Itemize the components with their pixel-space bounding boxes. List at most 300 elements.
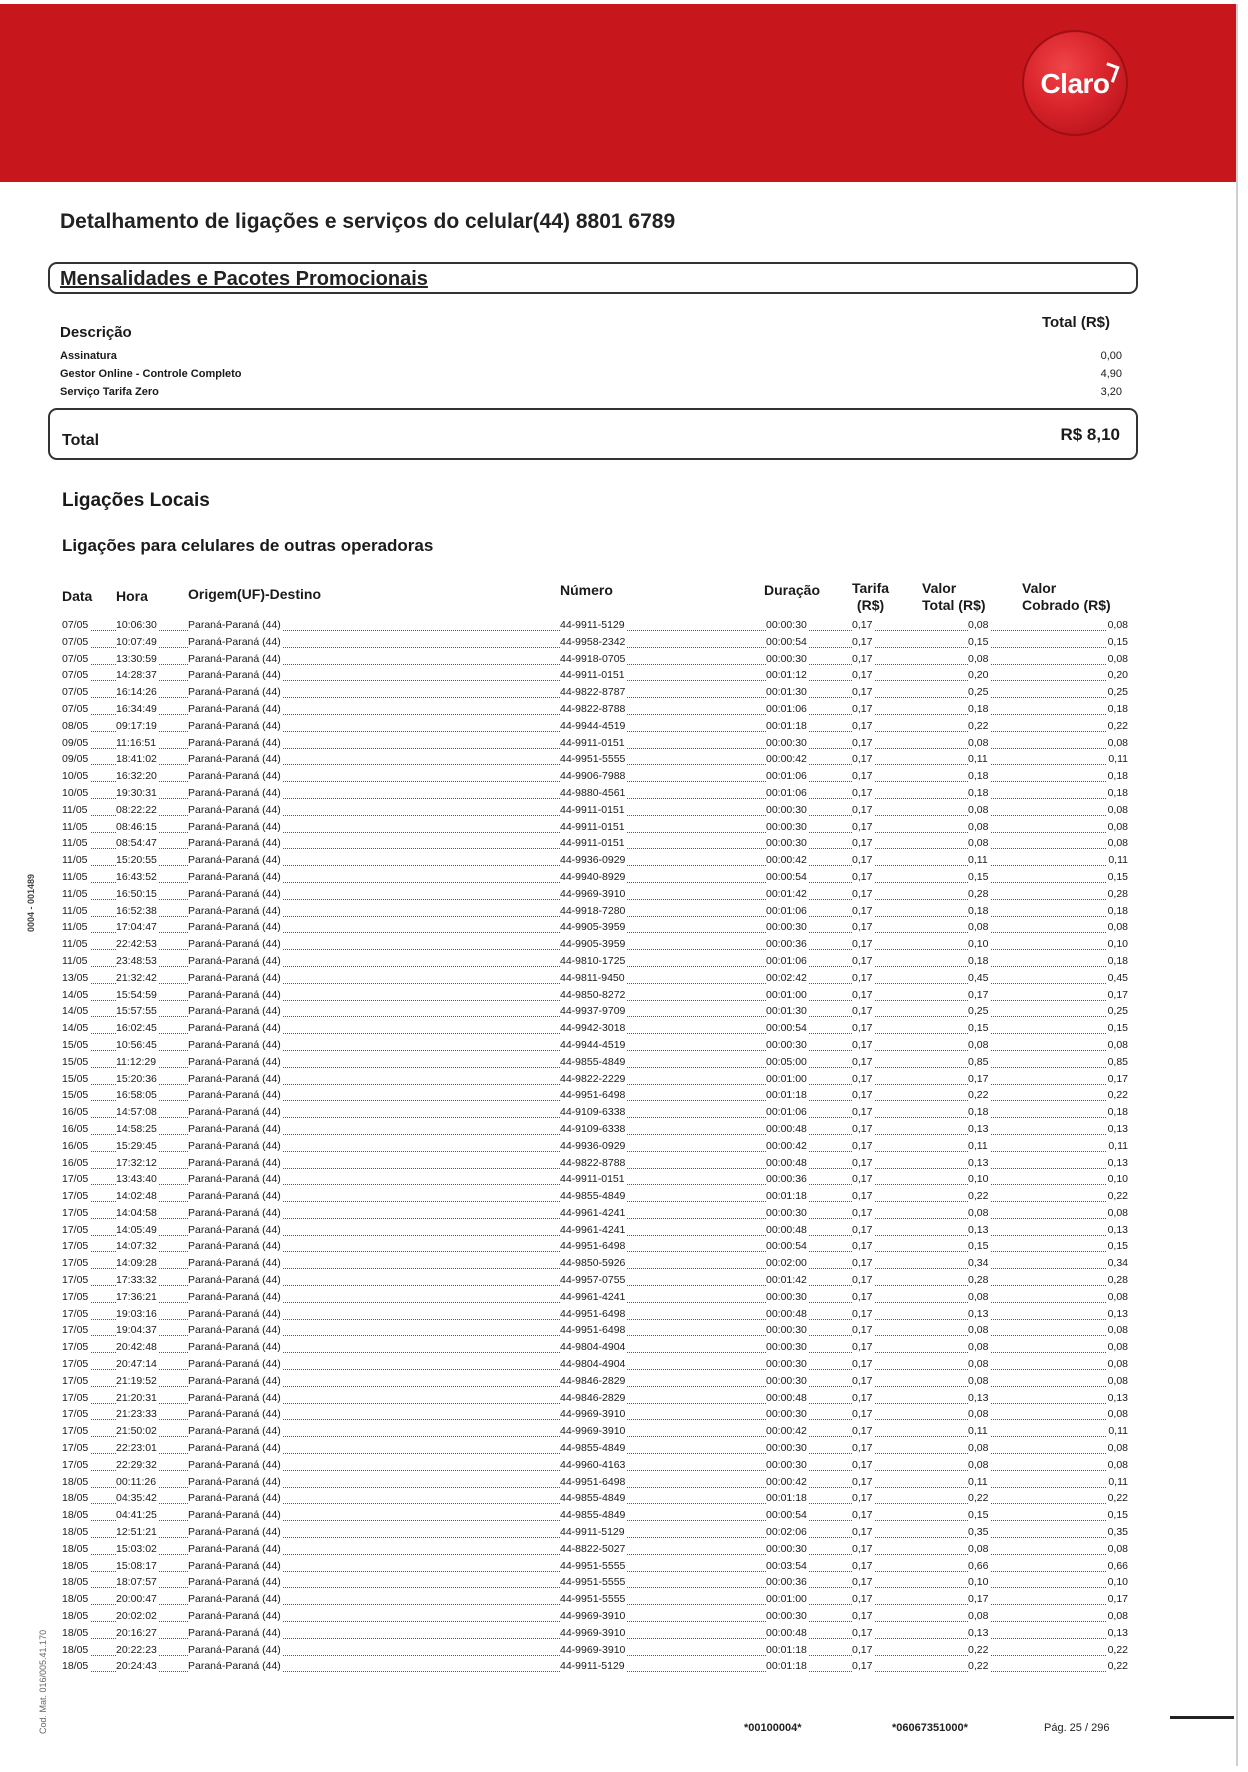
cell-tarifa: 0,17 xyxy=(852,1139,873,1152)
cell-valor-total: 0,15 xyxy=(968,870,989,883)
cell-duracao: 00:00:30 xyxy=(766,1038,807,1051)
cell-numero: 44-9911-0151 xyxy=(560,820,625,833)
cell-valor-cobrado: 0,15 xyxy=(1107,1240,1128,1253)
cell-valor-cobrado: 0,08 xyxy=(1107,1206,1128,1219)
cell-tarifa: 0,17 xyxy=(852,1206,873,1219)
cell-duracao: 00:01:06 xyxy=(766,786,807,799)
table-row xyxy=(62,685,1128,702)
cell-valor-cobrado: 0,08 xyxy=(1107,837,1128,850)
cell-duracao: 00:01:06 xyxy=(766,954,807,967)
cell-tarifa: 0,17 xyxy=(852,736,873,749)
cell-numero: 44-9855-4849 xyxy=(560,1442,626,1455)
cell-numero: 44-9905-3959 xyxy=(560,921,626,934)
cell-valor-total: 0,28 xyxy=(968,887,989,900)
cell-origem: Paraná-Paraná (44) xyxy=(188,1274,281,1287)
mensalidades-item-value: 4,90 xyxy=(1100,368,1122,380)
cell-duracao: 00:00:42 xyxy=(766,1425,807,1438)
cell-valor-total: 0,22 xyxy=(968,1190,989,1203)
cell-hora: 14:28:37 xyxy=(116,669,157,682)
cell-numero: 44-9951-5555 xyxy=(560,1593,626,1606)
cell-hora: 15:20:36 xyxy=(116,1072,157,1085)
cell-valor-cobrado: 0,28 xyxy=(1107,1274,1128,1287)
cell-data: 08/05 xyxy=(62,719,89,732)
cell-origem: Paraná-Paraná (44) xyxy=(188,770,281,783)
cell-hora: 16:02:45 xyxy=(116,1022,157,1035)
cell-tarifa: 0,17 xyxy=(852,669,873,682)
cell-valor-total: 0,25 xyxy=(968,686,989,699)
table-row xyxy=(62,1592,1128,1609)
cell-origem: Paraná-Paraná (44) xyxy=(188,870,281,883)
table-row xyxy=(62,1525,1128,1542)
col-header-numero: Número xyxy=(560,582,613,598)
cell-data: 17/05 xyxy=(62,1425,89,1438)
cell-valor-cobrado: 0,22 xyxy=(1107,1660,1128,1673)
cell-valor-cobrado: 0,10 xyxy=(1107,1576,1128,1589)
table-row xyxy=(62,668,1128,685)
cell-valor-cobrado: 0,08 xyxy=(1107,1458,1128,1471)
cell-hora: 15:57:55 xyxy=(116,1005,157,1018)
cell-hora: 15:03:02 xyxy=(116,1542,157,1555)
table-row xyxy=(62,752,1128,769)
cell-data: 09/05 xyxy=(62,753,89,766)
cell-valor-cobrado: 0,35 xyxy=(1107,1526,1128,1539)
cell-duracao: 00:00:42 xyxy=(766,854,807,867)
cell-numero: 44-9969-3910 xyxy=(560,1626,626,1639)
cell-origem: Paraná-Paraná (44) xyxy=(188,1425,281,1438)
cell-duracao: 00:01:00 xyxy=(766,1593,807,1606)
cell-hora: 20:00:47 xyxy=(116,1593,157,1606)
table-row xyxy=(62,870,1128,887)
cell-duracao: 00:01:12 xyxy=(766,669,807,682)
mensalidades-total-box xyxy=(48,408,1138,460)
cell-hora: 19:03:16 xyxy=(116,1307,157,1320)
cell-valor-cobrado: 0,22 xyxy=(1107,1190,1128,1203)
cell-duracao: 00:01:18 xyxy=(766,1190,807,1203)
cell-hora: 14:57:08 xyxy=(116,1106,157,1119)
cell-hora: 17:04:47 xyxy=(116,921,157,934)
cell-numero: 44-9855-4849 xyxy=(560,1190,626,1203)
cell-origem: Paraná-Paraná (44) xyxy=(188,1610,281,1623)
logo-text: Claro xyxy=(1040,68,1110,99)
cell-origem: Paraná-Paraná (44) xyxy=(188,753,281,766)
cell-data: 15/05 xyxy=(62,1089,89,1102)
cell-numero: 44-9951-6498 xyxy=(560,1324,626,1337)
table-row xyxy=(62,635,1128,652)
cell-data: 11/05 xyxy=(62,887,88,900)
cell-valor-total: 0,11 xyxy=(968,854,988,867)
cell-origem: Paraná-Paraná (44) xyxy=(188,1038,281,1051)
cell-numero: 44-9969-3910 xyxy=(560,1610,626,1623)
cell-tarifa: 0,17 xyxy=(852,1274,873,1287)
cell-tarifa: 0,17 xyxy=(852,1122,873,1135)
cell-data: 14/05 xyxy=(62,1005,89,1018)
cell-valor-cobrado: 0,66 xyxy=(1107,1559,1128,1572)
cell-hora: 22:23:01 xyxy=(116,1442,157,1455)
cell-duracao: 00:00:30 xyxy=(766,619,807,631)
col-header-hora: Hora xyxy=(116,588,148,604)
cell-data: 11/05 xyxy=(62,837,88,850)
cell-duracao: 00:01:30 xyxy=(766,1005,807,1018)
cell-valor-total: 0,66 xyxy=(968,1559,989,1572)
cell-origem: Paraná-Paraná (44) xyxy=(188,619,281,631)
cell-origem: Paraná-Paraná (44) xyxy=(188,702,281,715)
cell-hora: 21:20:31 xyxy=(116,1391,157,1404)
cell-tarifa: 0,17 xyxy=(852,1089,873,1102)
cell-data: 11/05 xyxy=(62,870,88,883)
cell-origem: Paraná-Paraná (44) xyxy=(188,1509,281,1522)
footer-page-number: Pág. 25 / 296 xyxy=(1044,1722,1110,1734)
mensalidades-item xyxy=(60,386,1122,404)
cell-valor-total: 0,08 xyxy=(968,736,989,749)
table-row xyxy=(62,1508,1128,1525)
cell-hora: 23:48:53 xyxy=(116,954,157,967)
cell-origem: Paraná-Paraná (44) xyxy=(188,669,281,682)
cell-valor-cobrado: 0,11 xyxy=(1108,753,1128,766)
cell-origem: Paraná-Paraná (44) xyxy=(188,719,281,732)
cell-numero: 44-9846-2829 xyxy=(560,1391,626,1404)
cell-valor-cobrado: 0,18 xyxy=(1107,954,1128,967)
cell-data: 10/05 xyxy=(62,786,89,799)
table-row xyxy=(62,1626,1128,1643)
cell-numero: 44-9880-4561 xyxy=(560,786,626,799)
cell-numero: 44-9960-4163 xyxy=(560,1458,626,1471)
cell-numero: 44-9109-6338 xyxy=(560,1106,626,1119)
cell-valor-cobrado: 0,08 xyxy=(1107,1341,1128,1354)
cell-duracao: 00:03:54 xyxy=(766,1559,807,1572)
cell-valor-cobrado: 0,25 xyxy=(1107,1005,1128,1018)
cell-hora: 14:58:25 xyxy=(116,1122,157,1135)
cell-numero: 44-9969-3910 xyxy=(560,1643,626,1656)
cell-origem: Paraná-Paraná (44) xyxy=(188,1240,281,1253)
cell-data: 09/05 xyxy=(62,736,89,749)
table-row xyxy=(62,1105,1128,1122)
cell-numero: 44-9822-8788 xyxy=(560,702,626,715)
cell-tarifa: 0,17 xyxy=(852,1257,873,1270)
cell-data: 14/05 xyxy=(62,1022,89,1035)
cell-valor-total: 0,22 xyxy=(968,1492,989,1505)
cell-duracao: 00:02:42 xyxy=(766,971,807,984)
cell-hora: 18:07:57 xyxy=(116,1576,157,1589)
cell-origem: Paraná-Paraná (44) xyxy=(188,786,281,799)
cell-hora: 10:07:49 xyxy=(116,635,157,648)
cell-data: 17/05 xyxy=(62,1391,89,1404)
cell-valor-cobrado: 0,15 xyxy=(1107,635,1128,648)
footer-code-2: *06067351000* xyxy=(892,1722,968,1734)
cell-hora: 13:43:40 xyxy=(116,1173,157,1186)
cell-origem: Paraná-Paraná (44) xyxy=(188,1173,281,1186)
cell-valor-total: 0,13 xyxy=(968,1156,989,1169)
cell-origem: Paraná-Paraná (44) xyxy=(188,971,281,984)
cell-valor-cobrado: 0,18 xyxy=(1107,702,1128,715)
cell-tarifa: 0,17 xyxy=(852,854,873,867)
table-row xyxy=(62,1475,1128,1492)
cell-valor-total: 0,11 xyxy=(968,1475,988,1488)
cell-valor-cobrado: 0,13 xyxy=(1107,1156,1128,1169)
cell-valor-cobrado: 0,13 xyxy=(1107,1122,1128,1135)
cell-tarifa: 0,17 xyxy=(852,1358,873,1371)
col-header-origem: Origem(UF)-Destino xyxy=(188,586,321,602)
cell-valor-total: 0,08 xyxy=(968,1341,989,1354)
cell-hora: 16:50:15 xyxy=(116,887,157,900)
table-row xyxy=(62,1004,1128,1021)
cell-valor-total: 0,08 xyxy=(968,1458,989,1471)
cell-valor-cobrado: 0,13 xyxy=(1107,1626,1128,1639)
cell-hora: 16:34:49 xyxy=(116,702,157,715)
cell-valor-total: 0,17 xyxy=(968,1593,989,1606)
cell-data: 17/05 xyxy=(62,1374,89,1387)
table-row xyxy=(62,1609,1128,1626)
cell-numero: 44-9850-8272 xyxy=(560,988,626,1001)
cell-valor-cobrado: 0,10 xyxy=(1107,1173,1128,1186)
cell-tarifa: 0,17 xyxy=(852,938,873,951)
cell-duracao: 00:00:54 xyxy=(766,1022,807,1035)
cell-duracao: 00:00:30 xyxy=(766,1206,807,1219)
cell-hora: 16:58:05 xyxy=(116,1089,157,1102)
cell-hora: 15:20:55 xyxy=(116,854,157,867)
cell-valor-total: 0,15 xyxy=(968,1509,989,1522)
cell-hora: 21:19:52 xyxy=(116,1374,157,1387)
cell-duracao: 00:00:48 xyxy=(766,1626,807,1639)
cell-duracao: 00:00:30 xyxy=(766,1290,807,1303)
cell-valor-cobrado: 0,08 xyxy=(1107,1038,1128,1051)
table-row xyxy=(62,1021,1128,1038)
cell-duracao: 00:00:48 xyxy=(766,1122,807,1135)
mensalidades-col-total: Total (R$) xyxy=(1041,314,1110,331)
cell-origem: Paraná-Paraná (44) xyxy=(188,1576,281,1589)
table-row xyxy=(62,1055,1128,1072)
cell-valor-cobrado: 0,22 xyxy=(1107,1492,1128,1505)
cell-origem: Paraná-Paraná (44) xyxy=(188,1223,281,1236)
cell-valor-cobrado: 0,08 xyxy=(1107,1358,1128,1371)
cell-duracao: 00:00:30 xyxy=(766,837,807,850)
cell-hora: 14:05:49 xyxy=(116,1223,157,1236)
cell-origem: Paraná-Paraná (44) xyxy=(188,1257,281,1270)
cell-data: 07/05 xyxy=(62,686,89,699)
cell-data: 15/05 xyxy=(62,1072,89,1085)
cell-tarifa: 0,17 xyxy=(852,619,873,631)
cell-valor-total: 0,11 xyxy=(968,753,988,766)
cell-valor-total: 0,13 xyxy=(968,1122,989,1135)
cell-origem: Paraná-Paraná (44) xyxy=(188,1458,281,1471)
cell-data: 17/05 xyxy=(62,1408,89,1421)
cell-valor-cobrado: 0,08 xyxy=(1107,1374,1128,1387)
cell-tarifa: 0,17 xyxy=(852,887,873,900)
cell-duracao: 00:00:42 xyxy=(766,1139,807,1152)
cell-tarifa: 0,17 xyxy=(852,1223,873,1236)
mensalidades-item-value: 3,20 xyxy=(1100,386,1122,398)
cell-valor-total: 0,08 xyxy=(968,837,989,850)
cell-data: 18/05 xyxy=(62,1542,89,1555)
cell-duracao: 00:01:42 xyxy=(766,1274,807,1287)
col-header-tarifa-line2: (R$) xyxy=(856,597,885,613)
cell-duracao: 00:00:30 xyxy=(766,803,807,816)
cell-hora: 20:02:02 xyxy=(116,1610,157,1623)
cell-valor-total: 0,22 xyxy=(968,1660,989,1673)
cell-valor-total: 0,15 xyxy=(968,635,989,648)
cell-data: 18/05 xyxy=(62,1526,89,1539)
cell-valor-total: 0,15 xyxy=(968,1022,989,1035)
cell-data: 07/05 xyxy=(62,669,89,682)
cell-data: 17/05 xyxy=(62,1307,89,1320)
cell-valor-total: 0,10 xyxy=(968,1173,989,1186)
cell-valor-cobrado: 0,18 xyxy=(1107,786,1128,799)
cell-numero: 44-9855-4849 xyxy=(560,1509,626,1522)
cell-tarifa: 0,17 xyxy=(852,1022,873,1035)
cell-data: 16/05 xyxy=(62,1139,89,1152)
cell-duracao: 00:00:48 xyxy=(766,1307,807,1320)
table-row xyxy=(62,1407,1128,1424)
cell-hora: 17:32:12 xyxy=(116,1156,157,1169)
cell-tarifa: 0,17 xyxy=(852,1173,873,1186)
cell-tarifa: 0,17 xyxy=(852,820,873,833)
cell-valor-total: 0,08 xyxy=(968,619,989,631)
cell-origem: Paraná-Paraná (44) xyxy=(188,1156,281,1169)
cell-origem: Paraná-Paraná (44) xyxy=(188,1341,281,1354)
cell-duracao: 00:02:00 xyxy=(766,1257,807,1270)
cell-duracao: 00:00:48 xyxy=(766,1156,807,1169)
cell-numero: 44-9911-0151 xyxy=(560,669,625,682)
cell-data: 17/05 xyxy=(62,1358,89,1371)
cell-tarifa: 0,17 xyxy=(852,921,873,934)
cell-duracao: 00:00:30 xyxy=(766,1458,807,1471)
cell-hora: 19:30:31 xyxy=(116,786,157,799)
cell-data: 11/05 xyxy=(62,904,88,917)
mensalidades-item-value: 0,00 xyxy=(1100,350,1122,362)
cell-valor-total: 0,25 xyxy=(968,1005,989,1018)
cell-numero: 44-9940-8929 xyxy=(560,870,626,883)
cell-data: 18/05 xyxy=(62,1643,89,1656)
margin-mark xyxy=(1170,1716,1234,1719)
cell-valor-cobrado: 0,08 xyxy=(1107,1610,1128,1623)
cell-valor-cobrado: 0,08 xyxy=(1107,1542,1128,1555)
cell-numero: 44-9911-0151 xyxy=(560,736,625,749)
cell-valor-cobrado: 0,13 xyxy=(1107,1391,1128,1404)
cell-data: 16/05 xyxy=(62,1156,89,1169)
cell-valor-total: 0,18 xyxy=(968,954,989,967)
cell-numero: 44-9957-0755 xyxy=(560,1274,626,1287)
cell-hora: 20:22:23 xyxy=(116,1643,157,1656)
cell-hora: 21:50:02 xyxy=(116,1425,157,1438)
cell-duracao: 00:00:48 xyxy=(766,1391,807,1404)
cell-hora: 17:33:32 xyxy=(116,1274,157,1287)
side-material-code: Cod. Mat. 016/005.41.170 xyxy=(38,1629,48,1734)
cell-numero: 44-9911-0151 xyxy=(560,837,625,850)
cell-valor-total: 0,08 xyxy=(968,1038,989,1051)
cell-tarifa: 0,17 xyxy=(852,770,873,783)
mensalidades-item-desc: Gestor Online - Controle Completo xyxy=(60,368,242,380)
cell-valor-cobrado: 0,11 xyxy=(1108,1475,1128,1488)
cell-numero: 44-9804-4904 xyxy=(560,1341,626,1354)
cell-origem: Paraná-Paraná (44) xyxy=(188,1593,281,1606)
table-row xyxy=(62,1340,1128,1357)
cell-origem: Paraná-Paraná (44) xyxy=(188,921,281,934)
cell-valor-total: 0,20 xyxy=(968,669,989,682)
cell-duracao: 00:00:42 xyxy=(766,753,807,766)
cell-data: 17/05 xyxy=(62,1240,89,1253)
cell-data: 18/05 xyxy=(62,1576,89,1589)
cell-tarifa: 0,17 xyxy=(852,1290,873,1303)
table-row xyxy=(62,1172,1128,1189)
cell-tarifa: 0,17 xyxy=(852,1072,873,1085)
table-row xyxy=(62,887,1128,904)
cell-tarifa: 0,17 xyxy=(852,1576,873,1589)
cell-valor-total: 0,08 xyxy=(968,1374,989,1387)
cell-origem: Paraná-Paraná (44) xyxy=(188,988,281,1001)
cell-valor-total: 0,08 xyxy=(968,1542,989,1555)
col-header-tarifa-line1: Tarifa xyxy=(852,580,890,596)
cell-origem: Paraná-Paraná (44) xyxy=(188,803,281,816)
mensalidades-item xyxy=(60,350,1122,368)
table-row xyxy=(62,920,1128,937)
table-row xyxy=(62,853,1128,870)
cell-numero: 44-9951-6498 xyxy=(560,1307,626,1320)
table-row xyxy=(62,1290,1128,1307)
cell-hora: 10:06:30 xyxy=(116,619,157,631)
table-row xyxy=(62,719,1128,736)
cell-numero: 44-9846-2829 xyxy=(560,1374,626,1387)
mensalidades-total-value: R$ 8,10 xyxy=(1060,425,1120,444)
cell-numero: 44-9911-5129 xyxy=(560,1526,625,1539)
cell-origem: Paraná-Paraná (44) xyxy=(188,1660,281,1673)
table-row xyxy=(62,988,1128,1005)
cell-duracao: 00:01:30 xyxy=(766,686,807,699)
cell-valor-total: 0,15 xyxy=(968,1240,989,1253)
cell-duracao: 00:00:30 xyxy=(766,1442,807,1455)
cell-data: 17/05 xyxy=(62,1290,89,1303)
cell-duracao: 00:01:06 xyxy=(766,702,807,715)
cell-valor-total: 0,08 xyxy=(968,1408,989,1421)
cell-tarifa: 0,17 xyxy=(852,988,873,1001)
cell-data: 11/05 xyxy=(62,938,88,951)
table-row xyxy=(62,1458,1128,1475)
cell-tarifa: 0,17 xyxy=(852,1374,873,1387)
cell-valor-cobrado: 0,08 xyxy=(1107,921,1128,934)
cell-valor-total: 0,10 xyxy=(968,1576,989,1589)
cell-hora: 11:12:29 xyxy=(116,1055,157,1068)
cell-tarifa: 0,17 xyxy=(852,1307,873,1320)
cell-tarifa: 0,17 xyxy=(852,786,873,799)
cell-valor-cobrado: 0,08 xyxy=(1107,820,1128,833)
cell-origem: Paraná-Paraná (44) xyxy=(188,1139,281,1152)
table-row xyxy=(62,702,1128,719)
col-header-valor-total xyxy=(922,580,986,614)
cell-data: 16/05 xyxy=(62,1122,89,1135)
cell-tarifa: 0,17 xyxy=(852,904,873,917)
cell-duracao: 00:00:42 xyxy=(766,1475,807,1488)
cell-numero: 44-9958-2342 xyxy=(560,635,626,648)
cell-duracao: 00:01:18 xyxy=(766,719,807,732)
cell-hora: 11:16:51 xyxy=(116,736,157,749)
cell-data: 10/05 xyxy=(62,770,89,783)
cell-origem: Paraná-Paraná (44) xyxy=(188,1391,281,1404)
cell-tarifa: 0,17 xyxy=(852,1593,873,1606)
cell-numero: 44-9961-4241 xyxy=(560,1290,626,1303)
cell-numero: 44-9969-3910 xyxy=(560,1425,626,1438)
cell-valor-cobrado: 0,08 xyxy=(1107,736,1128,749)
table-row xyxy=(62,803,1128,820)
cell-duracao: 00:00:36 xyxy=(766,938,807,951)
cell-duracao: 00:01:18 xyxy=(766,1492,807,1505)
cell-duracao: 00:00:54 xyxy=(766,1509,807,1522)
cell-duracao: 00:01:06 xyxy=(766,770,807,783)
table-row xyxy=(62,1038,1128,1055)
cell-origem: Paraná-Paraná (44) xyxy=(188,954,281,967)
cell-origem: Paraná-Paraná (44) xyxy=(188,1122,281,1135)
cell-valor-total: 0,22 xyxy=(968,1643,989,1656)
cell-tarifa: 0,17 xyxy=(852,1492,873,1505)
cell-hora: 16:14:26 xyxy=(116,686,157,699)
cell-numero: 44-9911-0151 xyxy=(560,1173,625,1186)
